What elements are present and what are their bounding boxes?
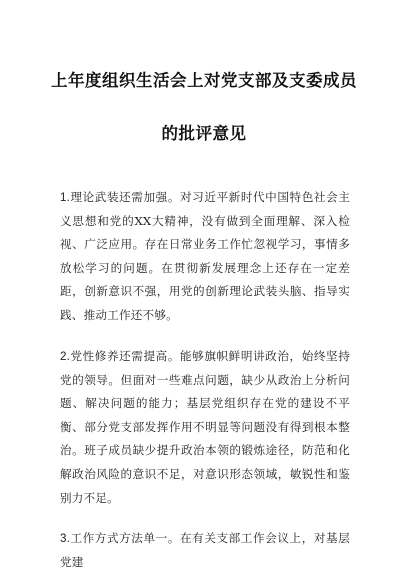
paragraph-2	[60, 345, 350, 510]
paragraph-1-text: 理论武装还需加强。对习近平新时代中国特色社会主义思想和党的XX大精神，没有做到全面理解、深入检视、广泛应用。存在日常业务工作忙忽视学习，事情多放松学习的问题。在贯彻新发展理念上还存在一定差距，创新意识不强，用党的创新理论武装头脑、指导实践、推动工作还不够。	[60, 190, 350, 322]
paragraph-3-number: 3.	[60, 532, 71, 545]
paragraph-3-text: 工作方式方法单一。在有关支部工作会议上，对基层党建	[60, 531, 350, 569]
paragraph-1-number: 1.	[60, 191, 71, 204]
paragraph-3	[60, 527, 350, 574]
document-title-line-1: 上年度组织生活会上对党支部及支委成员	[51, 71, 357, 90]
paragraph-2-text: 党性修养还需提高。能够旗帜鲜明讲政治，始终坚持党的领导。但面对一些难点问题，缺少从政治上分析问题、解决问题的能力；基层党组织存在党的建设不平衡、部分党支部发挥作用不明显等问题没有得到根本整治。班子成员缺少提升政治本领的锻炼途径，防范和化解政治风险的意识不足，对意识形态领域，敏锐性和鉴别力不足。	[60, 349, 350, 505]
paragraph-1	[60, 186, 350, 328]
paragraph-2-number: 2.	[60, 350, 71, 363]
document-title-line-2: 的批评意见	[161, 124, 247, 143]
